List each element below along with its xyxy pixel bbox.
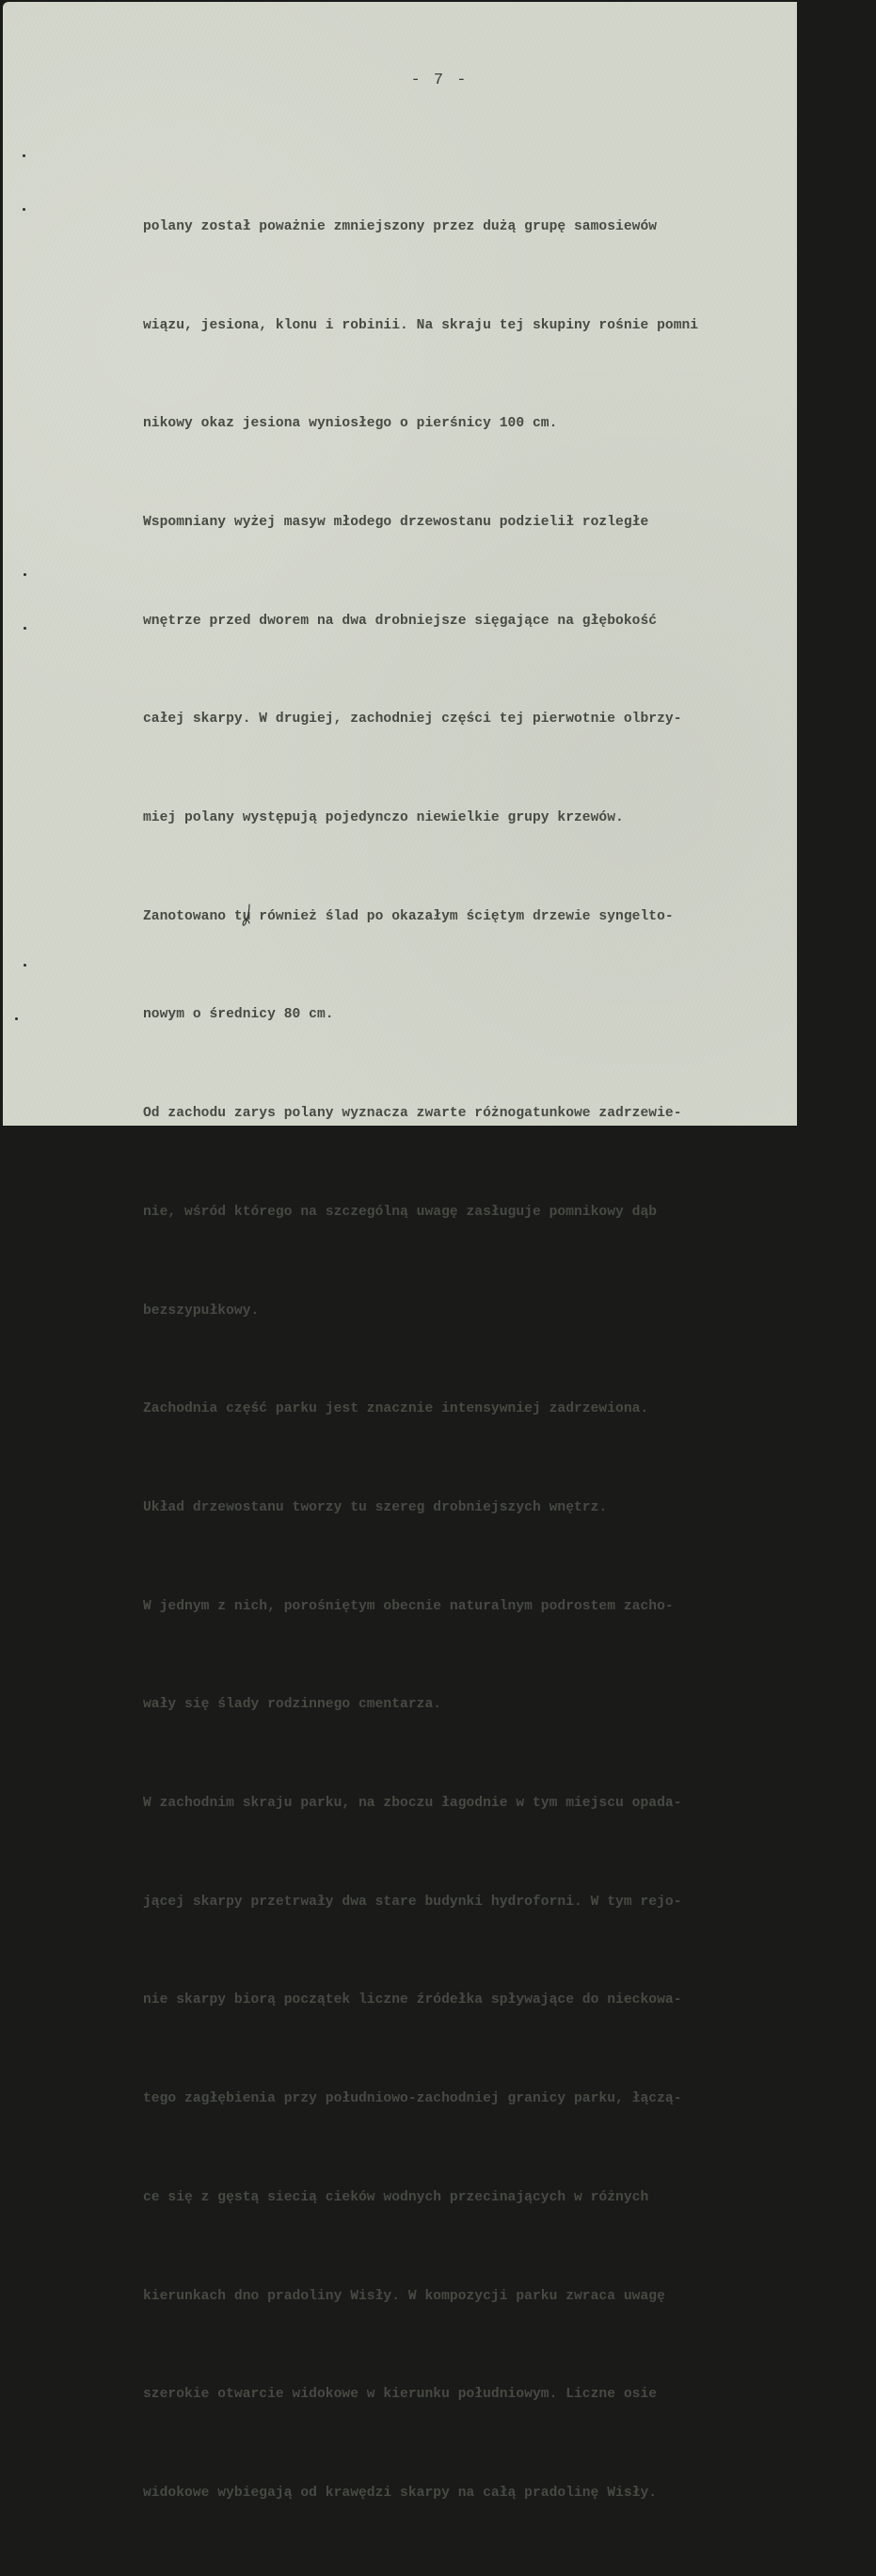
text-line: wiązu, jesiona, klonu i robinii. Na skraju tej skupiny rośnie pomni — [143, 317, 699, 333]
text-line: ce się z gęstą siecią cieków wodnych przecinających w różnych — [143, 2189, 649, 2205]
text-line: wnętrze przed dworem na dwa drobniejsze sięgające na głębokość — [143, 613, 658, 629]
text-line: W jednym z nich, porośniętym obecnie naturalnym podrostem zacho- — [143, 1598, 674, 1614]
text-line: nie skarpy biorą początek liczne źródełka spływające do nieckowa- — [143, 1992, 682, 2008]
text-line: Od zachodu zarys polany wyznacza zwarte różnogatunkowe zadrzewie- — [143, 1106, 682, 1122]
text-line: miej polany występują pojedynczo niewielkie grupy krzewów. — [143, 810, 624, 826]
margin-dot — [24, 627, 26, 630]
document-page — [3, 2, 797, 2501]
text-line: szerokie otwarcie widokowe w kierunku południowym. Liczne osie — [143, 2387, 658, 2403]
text-line: nie, wśród którego na szczególną uwagę zasługuje pomnikowy dąb — [143, 1204, 658, 1220]
margin-dot — [24, 964, 26, 967]
text-line: Układ drzewostanu tworzy tu szereg drobniejszych wnętrz. — [143, 1499, 608, 1515]
text-line: tego zagłębienia przy południowo-zachodniej granicy parku, łączą- — [143, 2091, 682, 2107]
text-line: nowym o średnicy 80 cm. — [143, 1007, 334, 1023]
margin-dot — [23, 154, 25, 157]
text-line: Wspomniany wyżej masyw młodego drzewostanu podzielił rozległe — [143, 514, 649, 530]
text-line: nikowy okaz jesiona wyniosłego o pierśnicy 100 cm. — [143, 416, 558, 432]
handwritten-correction-mark — [241, 903, 254, 929]
text-line: bezszypułkowy. — [143, 1303, 260, 1319]
text-line: Zachodnia część parku jest znacznie intensywniej zadrzewiona. — [143, 1401, 649, 1417]
text-line: jącej skarpy przetrwały dwa stare budynki hydroforni. W tym rejo- — [143, 1894, 682, 1910]
margin-dot — [24, 573, 26, 576]
typewritten-body — [143, 145, 802, 2576]
page-number: - 7 - — [410, 72, 469, 89]
text-line: W zachodnim skraju parku, na zboczu łagodnie w tym miejscu opada- — [143, 1796, 682, 1812]
margin-dot — [23, 208, 25, 211]
text-line: widokowe wybiegają od krawędzi skarpy na całą pradolinę Wisły. — [143, 2485, 658, 2501]
text-line: kierunkach dno pradoliny Wisły. W kompozycji parku zwraca uwagę — [143, 2288, 665, 2304]
margin-dot — [15, 1017, 18, 1020]
text-line: całej skarpy. W drugiej, zachodniej części tej pierwotnie olbrzy- — [143, 712, 682, 728]
text-line: wały się ślady rodzinnego cmentarza. — [143, 1697, 442, 1713]
text-line: Zanotowano tu również ślad po okazałym ściętym drzewie syngelto- — [143, 908, 674, 924]
text-line: polany został poważnie zmniejszony przez dużą grupę samosiewów — [143, 218, 658, 234]
